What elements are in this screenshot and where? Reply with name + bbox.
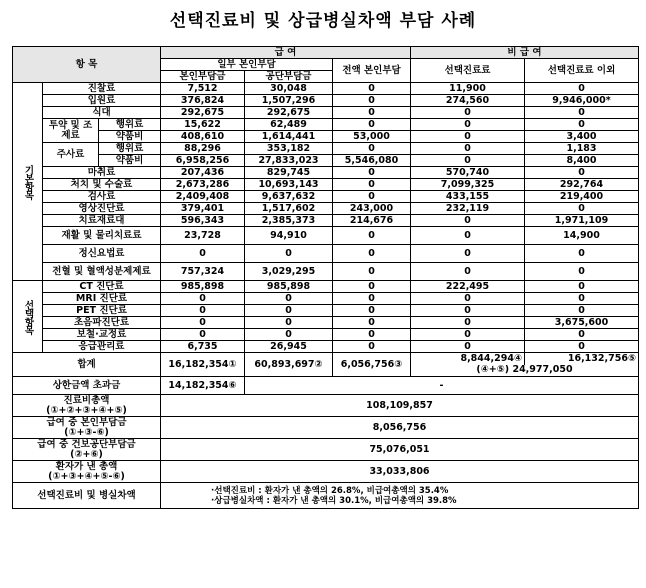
value-cell: 985,898: [245, 281, 333, 293]
value-cell: 0: [525, 341, 639, 353]
value-cell: 0: [525, 263, 639, 281]
row-label: 응급관리료: [43, 341, 161, 353]
cap-excess-label: 상한금액 초과금: [13, 377, 161, 395]
value-cell: 0: [525, 305, 639, 317]
value-cell: 985,898: [161, 281, 245, 293]
value-cell: 0: [411, 107, 525, 119]
value-cell: 0: [161, 329, 245, 341]
value-cell: 1,971,109: [525, 215, 639, 227]
value-cell: 0: [411, 119, 525, 131]
summary-label: [13, 439, 161, 461]
row-label: 행위료: [99, 119, 161, 131]
summary-formula: (①+②+③+④+⑤): [46, 404, 127, 416]
table-row: [13, 263, 639, 281]
row-label: 보철·교정료: [43, 329, 161, 341]
value-cell: 5,546,080: [333, 155, 411, 167]
value-cell: 8,400: [525, 155, 639, 167]
table-row: [13, 131, 639, 143]
value-cell: 1,517,602: [245, 203, 333, 215]
table-row: [13, 95, 639, 107]
value-cell: 0: [411, 305, 525, 317]
value-cell: 0: [161, 317, 245, 329]
summary-label-text: 환자가 낸 총액: [55, 460, 118, 472]
inj-group-label: 주사료: [43, 143, 99, 167]
value-cell: 274,560: [411, 95, 525, 107]
page-title: 선택진료비 및 상급병실차액 부담 사례: [169, 11, 477, 31]
value-cell: 0: [333, 227, 411, 245]
value-cell: 232,119: [411, 203, 525, 215]
value-cell: 1,507,296: [245, 95, 333, 107]
value-cell: 0: [333, 143, 411, 155]
cap-excess-row: [13, 377, 639, 395]
value-cell: 0: [333, 245, 411, 263]
value-cell: 0: [333, 107, 411, 119]
value-cell: 3,029,295: [245, 263, 333, 281]
table-row: [13, 143, 639, 155]
value-cell: 0: [161, 305, 245, 317]
table-row: [13, 215, 639, 227]
table-row: [13, 293, 639, 305]
value-cell: 570,740: [411, 167, 525, 179]
header-insurer-share: 공단부담금: [245, 71, 333, 83]
value-cell: 0: [525, 107, 639, 119]
summary-formula: (②+⑥): [70, 448, 103, 460]
value-cell: 15,622: [161, 119, 245, 131]
row-label: 식대: [43, 107, 161, 119]
cost-table: [12, 46, 639, 509]
summary-label-text: 진료비총액: [63, 394, 110, 406]
row-label: 마취료: [43, 167, 161, 179]
value-cell: 0: [333, 167, 411, 179]
value-cell: 596,343: [161, 215, 245, 227]
footer-row: [13, 483, 639, 509]
table-row: [13, 119, 639, 131]
total-v2: 60,893,697②: [245, 353, 333, 377]
table-row: [13, 341, 639, 353]
value-cell: 0: [333, 191, 411, 203]
value-cell: 0: [411, 293, 525, 305]
table-row: [13, 155, 639, 167]
value-cell: 0: [245, 245, 333, 263]
row-label: 행위료: [99, 143, 161, 155]
value-cell: 0: [245, 293, 333, 305]
value-cell: 0: [333, 119, 411, 131]
value-cell: 222,495: [411, 281, 525, 293]
footer-label: 선택진료비 및 병실차액: [13, 483, 161, 509]
summary-label-text: 급여 중 본인부담금: [46, 416, 127, 428]
summary-formula: (①+③-⑥): [64, 426, 109, 438]
value-cell: 30,048: [245, 83, 333, 95]
value-cell: 0: [411, 227, 525, 245]
value-cell: 0: [525, 83, 639, 95]
summary-label-text: 급여 중 건보공단부담금: [37, 438, 136, 450]
row-label: 영상진단료: [43, 203, 161, 215]
header-selective: 선택진료료: [411, 59, 525, 83]
value-cell: 0: [411, 341, 525, 353]
value-cell: 0: [333, 329, 411, 341]
value-cell: 10,693,143: [245, 179, 333, 191]
value-cell: 0: [525, 281, 639, 293]
row-label: 입원료: [43, 95, 161, 107]
row-label: CT 진단료: [43, 281, 161, 293]
table-row: [13, 317, 639, 329]
value-cell: 0: [333, 293, 411, 305]
value-cell: 829,745: [245, 167, 333, 179]
footer-note-1: ·선택진료비 : 환자가 낸 총액의 26.8%, 비급여총액의 35.4%: [211, 485, 449, 496]
value-cell: 0: [333, 179, 411, 191]
value-cell: 0: [245, 329, 333, 341]
value-cell: 0: [161, 245, 245, 263]
total-v4: 8,844,294④: [411, 353, 525, 365]
table-row: [13, 305, 639, 317]
value-cell: 6,958,256: [161, 155, 245, 167]
value-cell: 0: [411, 317, 525, 329]
value-cell: 408,610: [161, 131, 245, 143]
value-cell: 94,910: [245, 227, 333, 245]
value-cell: 0: [411, 131, 525, 143]
summary-row: [13, 417, 639, 439]
value-cell: 0: [411, 143, 525, 155]
value-cell: 207,436: [161, 167, 245, 179]
value-cell: 7,099,325: [411, 179, 525, 191]
summary-row: [13, 395, 639, 417]
header-covered: 급 여: [161, 47, 411, 59]
cap-excess-value: 14,182,354⑥: [161, 377, 245, 395]
value-cell: 379,401: [161, 203, 245, 215]
table-row: [13, 167, 639, 179]
table-row: [13, 191, 639, 203]
value-cell: 353,182: [245, 143, 333, 155]
header-other: 선택진료료 이외: [525, 59, 639, 83]
total-label: 합계: [13, 353, 161, 377]
summary-label: [13, 461, 161, 483]
value-cell: 243,000: [333, 203, 411, 215]
value-cell: 0: [245, 305, 333, 317]
value-cell: 9,946,000*: [525, 95, 639, 107]
summary-value: 108,109,857: [161, 395, 639, 417]
value-cell: 53,000: [333, 131, 411, 143]
header-full-self: 전액 본인부담: [333, 59, 411, 83]
value-cell: 11,900: [411, 83, 525, 95]
value-cell: 0: [333, 263, 411, 281]
value-cell: 0: [525, 119, 639, 131]
row-label: 재활 및 물리치료료: [43, 227, 161, 245]
total-v45: (④+⑤) 24,977,050: [411, 365, 639, 377]
value-cell: 7,512: [161, 83, 245, 95]
value-cell: 0: [525, 203, 639, 215]
header-patient-share: 본인부담금: [161, 71, 245, 83]
footer-notes: [161, 483, 639, 509]
table-row: [13, 83, 639, 95]
footer-note-2: ·상급병실차액 : 환자가 낸 총액의 30.1%, 비급여총액의 39.8%: [211, 495, 457, 506]
value-cell: 1,183: [525, 143, 639, 155]
value-cell: 0: [333, 95, 411, 107]
value-cell: 0: [411, 215, 525, 227]
value-cell: 219,400: [525, 191, 639, 203]
value-cell: 88,296: [161, 143, 245, 155]
value-cell: 3,400: [525, 131, 639, 143]
row-label: 처치 및 수술료: [43, 179, 161, 191]
value-cell: 2,409,408: [161, 191, 245, 203]
value-cell: 1,614,441: [245, 131, 333, 143]
summary-value: 33,033,806: [161, 461, 639, 483]
value-cell: 0: [411, 245, 525, 263]
value-cell: 26,945: [245, 341, 333, 353]
value-cell: 9,637,632: [245, 191, 333, 203]
group-basic-label: 기본항목: [13, 83, 43, 281]
row-label: 초음파진단료: [43, 317, 161, 329]
value-cell: 757,324: [161, 263, 245, 281]
cap-excess-dash: -: [245, 377, 639, 395]
row-label: 약품비: [99, 131, 161, 143]
header-uncovered: 비 급 여: [411, 47, 639, 59]
value-cell: 27,833,023: [245, 155, 333, 167]
value-cell: 3,675,600: [525, 317, 639, 329]
summary-formula: (①+③+④+⑤-⑥): [48, 470, 125, 482]
value-cell: 292,675: [161, 107, 245, 119]
row-label: 진찰료: [43, 83, 161, 95]
value-cell: 0: [525, 245, 639, 263]
row-label: 치료재료대: [43, 215, 161, 227]
table-row: [13, 281, 639, 293]
value-cell: 0: [333, 317, 411, 329]
table-row: [13, 329, 639, 341]
value-cell: 2,385,373: [245, 215, 333, 227]
value-cell: 0: [333, 305, 411, 317]
value-cell: 62,489: [245, 119, 333, 131]
value-cell: 23,728: [161, 227, 245, 245]
summary-value: 75,076,051: [161, 439, 639, 461]
row-label: 전혈 및 혈액성분제제료: [43, 263, 161, 281]
summary-label: [13, 395, 161, 417]
row-label: 약품비: [99, 155, 161, 167]
table-row: [13, 245, 639, 263]
value-cell: 214,676: [333, 215, 411, 227]
value-cell: 0: [333, 341, 411, 353]
row-label: PET 진단료: [43, 305, 161, 317]
group-optional-label: 선택항목: [13, 281, 43, 353]
value-cell: 0: [333, 281, 411, 293]
value-cell: 0: [525, 167, 639, 179]
value-cell: 14,900: [525, 227, 639, 245]
value-cell: 6,735: [161, 341, 245, 353]
value-cell: 292,764: [525, 179, 639, 191]
total-v1: 16,182,354①: [161, 353, 245, 377]
value-cell: 0: [411, 329, 525, 341]
value-cell: 376,824: [161, 95, 245, 107]
summary-row: [13, 461, 639, 483]
total-v3: 6,056,756③: [333, 353, 411, 377]
value-cell: 292,675: [245, 107, 333, 119]
row-label: 검사료: [43, 191, 161, 203]
row-label: 정신요법료: [43, 245, 161, 263]
value-cell: 0: [161, 293, 245, 305]
summary-row: [13, 439, 639, 461]
table-row: [13, 203, 639, 215]
total-row: [13, 353, 639, 365]
value-cell: 0: [333, 83, 411, 95]
value-cell: 0: [411, 263, 525, 281]
summary-value: 8,056,756: [161, 417, 639, 439]
value-cell: 2,673,286: [161, 179, 245, 191]
value-cell: 433,155: [411, 191, 525, 203]
drug-group-label: 투약 및 조제료: [43, 119, 99, 143]
value-cell: 0: [411, 155, 525, 167]
value-cell: 0: [245, 317, 333, 329]
header-partial: 일부 본인부담: [161, 59, 333, 71]
value-cell: 0: [525, 293, 639, 305]
summary-label: [13, 417, 161, 439]
table-row: [13, 107, 639, 119]
row-label: MRI 진단료: [43, 293, 161, 305]
total-v5: 16,132,756⑤: [525, 353, 639, 365]
table-row: [13, 227, 639, 245]
table-row: [13, 179, 639, 191]
value-cell: 0: [525, 329, 639, 341]
header-item: 항 목: [13, 47, 161, 83]
